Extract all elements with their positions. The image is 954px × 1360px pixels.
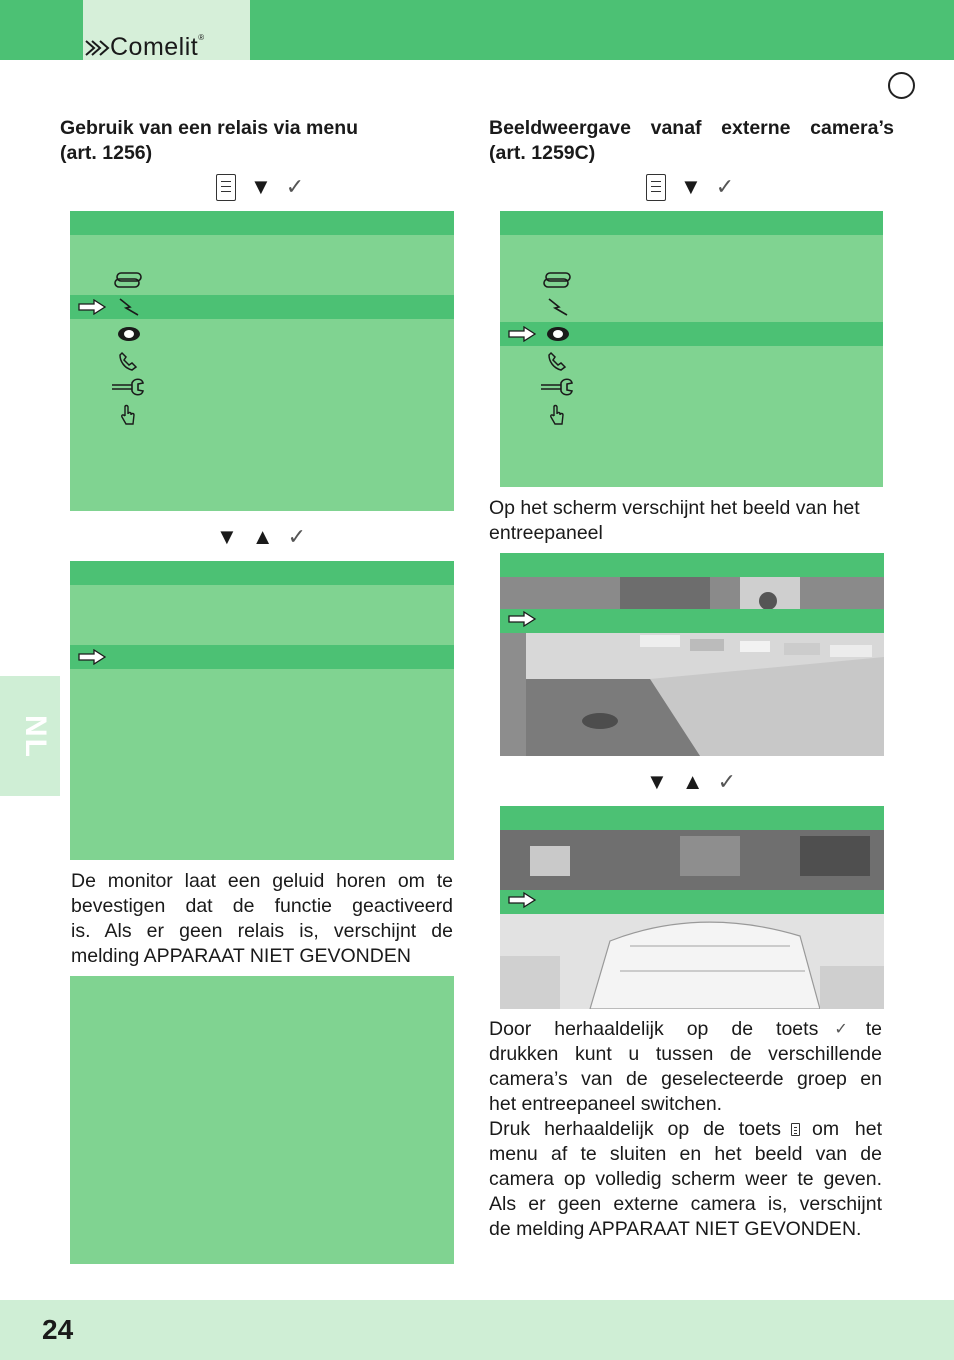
left-keys-1 <box>216 172 304 202</box>
relay-icon <box>116 297 142 317</box>
selection-arrow-icon <box>78 649 106 665</box>
up-key-icon: ▲ <box>681 769 704 794</box>
ok-key-icon: ✓ <box>285 174 305 199</box>
down-key-icon: ▼ <box>680 174 702 199</box>
intercom-icon <box>112 270 146 290</box>
left-text-line4: melding APPARAAT NIET GEVONDEN <box>71 945 411 967</box>
right-caption-line2: entreepaneel <box>489 522 603 544</box>
down-key-icon: ▼ <box>250 174 272 199</box>
selection-arrow-icon <box>78 299 106 315</box>
left-text-line1: De monitor laat een geluid horen om te <box>71 870 453 892</box>
eye-icon <box>116 325 142 343</box>
right-p1-line1 <box>489 1017 882 1042</box>
screen-title-bar <box>70 211 454 235</box>
right-p2-line3: camera op volledig scherm weer te geven. <box>489 1168 882 1190</box>
language-tab <box>0 676 60 796</box>
right-caption <box>489 496 883 546</box>
left-paragraph <box>71 869 453 969</box>
right-title <box>489 116 894 166</box>
left-menu-screen <box>70 211 454 511</box>
left-message-screen <box>70 976 454 1264</box>
wrench-icon <box>539 377 575 397</box>
right-p2-line1b: om het <box>812 1118 882 1140</box>
right-keys-2 <box>646 767 736 797</box>
right-menu-screen <box>500 211 883 487</box>
left-keys-2 <box>216 522 306 552</box>
right-p1-line1b: te <box>865 1018 882 1040</box>
right-paragraph <box>489 1017 882 1242</box>
wrench-icon <box>110 377 146 397</box>
left-text-line3: is. Als er geen relais is, verschijnt de <box>71 920 453 942</box>
menu-key-inline-icon <box>791 1123 800 1136</box>
right-p2-line4: Als er geen externe camera is, verschijnt <box>489 1193 882 1215</box>
camera-image-tent <box>500 806 884 1009</box>
relay-highlight-bar <box>70 645 454 669</box>
down-key-icon: ▼ <box>646 769 668 794</box>
up-key-icon: ▲ <box>251 524 274 549</box>
right-p1-line1a: Door herhaaldelijk op de toets <box>489 1018 819 1040</box>
ok-key-inline-icon: ✓ <box>834 1020 848 1038</box>
registered-mark: ® <box>198 33 205 42</box>
hand-icon <box>120 404 136 426</box>
page-number: 24 <box>42 1314 74 1345</box>
brand-logo <box>84 33 205 62</box>
logo-mark-icon <box>84 39 110 57</box>
right-p2-line1a: Druk herhaaldelijk op de toets <box>489 1118 781 1140</box>
ok-key-icon: ✓ <box>717 769 736 794</box>
relay-icon <box>545 297 571 317</box>
eye-icon <box>545 325 571 343</box>
right-p2-line5: de melding APPARAAT NIET GEVONDEN. <box>489 1218 862 1240</box>
screen-title-bar <box>500 211 883 235</box>
right-p1-line3: camera’s van de geselecteerde groep en <box>489 1068 882 1090</box>
right-p2-line1 <box>489 1117 882 1142</box>
left-text-line2: bevestigen dat de functie geactiveerd <box>71 895 453 917</box>
intercom-icon <box>541 270 575 290</box>
ok-key-icon: ✓ <box>715 174 735 199</box>
language-label: NL <box>19 715 52 759</box>
right-title-line2: (art. 1259C) <box>489 142 596 164</box>
right-title-line1: Beeldweergave vanaf externe camera’s <box>489 117 894 139</box>
left-title-line1: Gebruik van een relais via menu <box>60 117 359 139</box>
circle-marker <box>888 72 915 99</box>
menu-key-icon <box>646 174 666 201</box>
external-camera-view <box>500 806 884 1009</box>
left-title-line2: (art. 1256) <box>60 142 153 164</box>
screen-title-bar <box>70 561 454 585</box>
phone-icon <box>547 351 567 371</box>
right-caption-line1: Op het scherm verschijnt het beeld van het <box>489 497 860 519</box>
left-title <box>60 116 460 166</box>
selection-arrow-icon <box>508 326 536 342</box>
ok-key-icon: ✓ <box>287 524 306 549</box>
down-key-icon: ▼ <box>216 524 238 549</box>
brand-name: Comelit <box>110 33 199 61</box>
left-relay-screen <box>70 561 454 860</box>
footer-bar <box>0 1300 954 1360</box>
phone-icon <box>118 351 138 371</box>
right-p1-line4: het entreepaneel switchen. <box>489 1093 723 1115</box>
camera-image-parking <box>500 553 884 756</box>
right-p2-line2: menu af te sluiten en het beeld van de <box>489 1143 882 1165</box>
menu-key-icon <box>216 174 236 201</box>
right-p1-line2: drukken kunt u tussen de verschillende <box>489 1043 882 1065</box>
entrance-panel-camera-view <box>500 553 884 756</box>
right-keys-1 <box>646 172 734 202</box>
hand-icon <box>549 404 565 426</box>
